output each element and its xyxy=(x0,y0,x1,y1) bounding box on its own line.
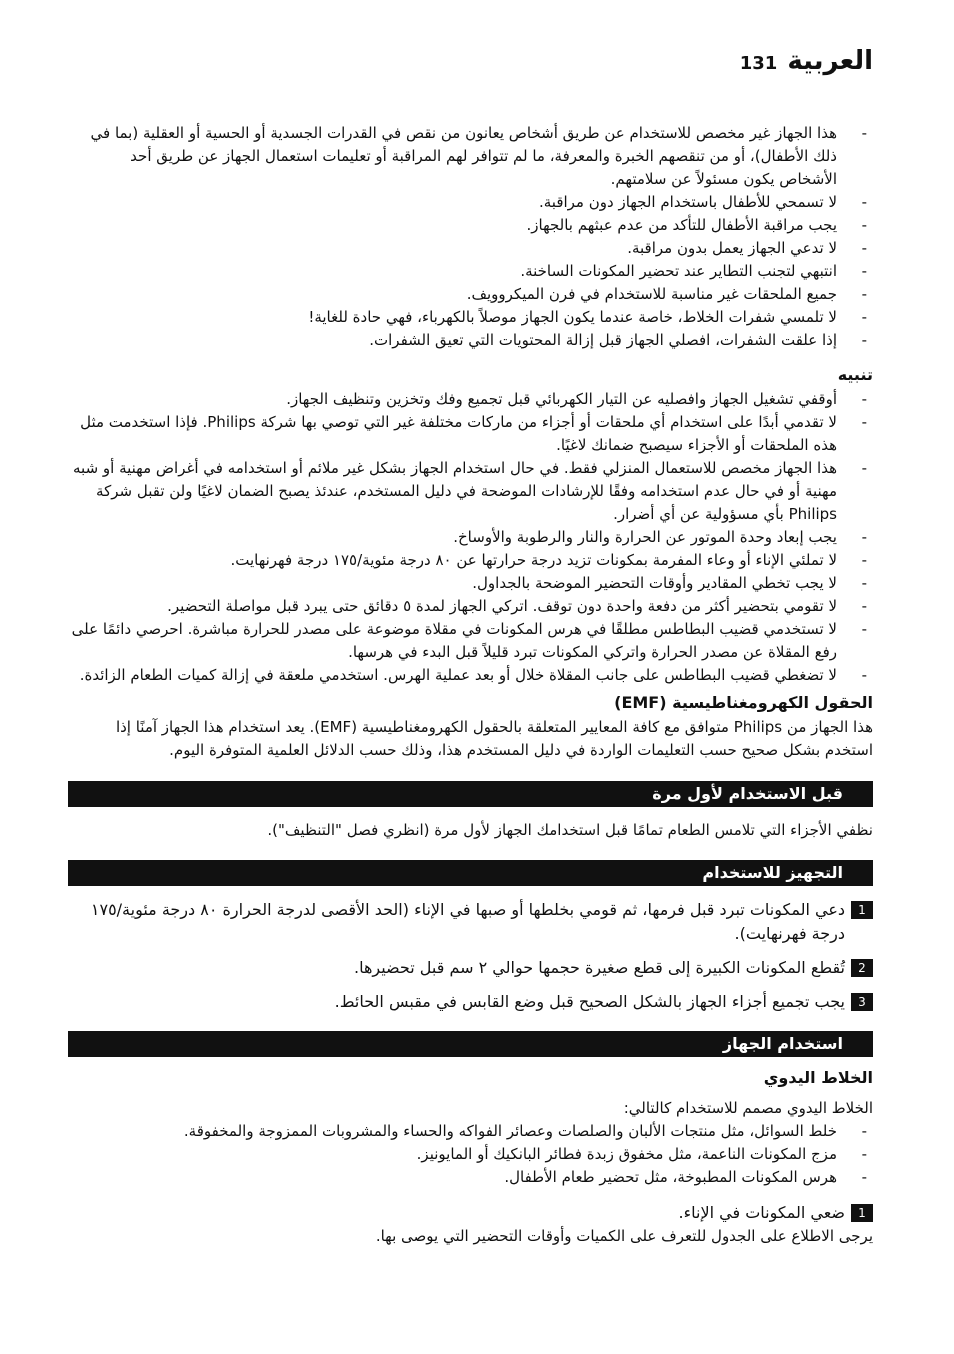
step-item xyxy=(68,1201,873,1225)
table-note: يرجى الاطلاع على الجدول للتعرف على الكميات وأوقات التحضير التي يوصى بها. xyxy=(375,1227,873,1245)
step-number: 3 xyxy=(851,993,873,1011)
caution-list xyxy=(68,388,873,687)
list-item: - خلط السوائل، مثل منتجات الألبان والصلصات وعصائر الفواكه والحساء والمشروبات الممزوجة والمخفوقة. xyxy=(68,1120,873,1143)
page-number: 131 xyxy=(739,53,778,74)
step-number: 2 xyxy=(851,959,873,977)
section-bar-before-first-use: قبل الاستخدام لأول مرة xyxy=(68,781,873,807)
page-title: العربية xyxy=(787,46,873,76)
list-item: - لا تقدمي أبدًا على استخدام أي ملحقات أو أجزاء من ماركات مختلفة غير التي توصي بها شركة Philips. فإذا استخدمت مثل هذه الملحقات أو الأجزاء سيصبح ضمانك لاغيًا. xyxy=(68,411,873,457)
caution-heading: تنبيه xyxy=(837,365,873,384)
using-section xyxy=(68,1031,873,1248)
step-text: دعي المكونات تبرد قبل فرمها، ثم قومي بخلطها أو صبها في الإناء (الحد الأقصى لدرجة الحرارة ٨٠ درجة مئوية/١٧٥ درجة فهرنهايت). xyxy=(90,900,845,943)
list-item: - يجب مراقبة الأطفال للتأكد من عدم عبثهم بالجهاز. xyxy=(68,214,873,237)
step-number: 1 xyxy=(851,901,873,919)
emf-section xyxy=(68,690,873,762)
caution-section xyxy=(68,362,873,687)
hand-blender-list xyxy=(68,1120,873,1189)
list-item: - لا تقومي بتحضير أكثر من دفعة واحدة دون توقف. اتركي الجهاز لمدة ٥ دقائق حتى يبرد قبل مواصلة التحضير. xyxy=(68,595,873,618)
list-item: - لا تسمحي للأطفال باستخدام الجهاز دون مراقبة. xyxy=(68,191,873,214)
list-item: - لا تدعي الجهاز يعمل بدون مراقبة. xyxy=(68,237,873,260)
list-item: - مزج المكونات الناعمة، مثل مخفوق زبدة فطائر البانكيك أو المايونيز. xyxy=(68,1143,873,1166)
emf-heading: الحقول الكهرومغناطيسية (EMF) xyxy=(614,693,873,712)
list-item: - لا تلمسي شفرات الخلاط، خاصة عندما يكون الجهاز موصلاً بالكهرباء، فهي حادة للغاية! xyxy=(68,306,873,329)
step-item xyxy=(68,990,873,1014)
list-item: - هرس المكونات المطبوخة، مثل تحضير طعام الأطفال. xyxy=(68,1166,873,1189)
hand-blender-intro: الخلاط اليدوي مصمم للاستخدام كالتالي: xyxy=(623,1099,873,1117)
step-item xyxy=(68,898,873,946)
emf-text: هذا الجهاز من Philips متوافق مع كافة المعايير المتعلقة بالحقول الكهرومغناطيسية (EMF). يعد استخدام هذا الجهاز آمنًا إذا استخدم بشكل صحيح حسب التعليمات الواردة في دليل المستخدم هذا، وذلك حسب الدلائل العلمية المتوفرة اليوم. xyxy=(115,718,873,759)
list-item: - أوقفي تشغيل الجهاز وافصليه عن التيار الكهربائي قبل تجميع وفك وتخزين وتنظيف الجهاز. xyxy=(68,388,873,411)
before-first-use-text: نظفي الأجزاء التي تلامس الطعام تمامًا قبل استخدامك الجهاز لأول مرة (انظري فصل "التنظيف"). xyxy=(267,821,873,839)
list-item: - إذا علقت الشفرات، افصلي الجهاز قبل إزالة المحتويات التي تعيق الشفرات. xyxy=(68,329,873,352)
hand-blender-heading: الخلاط اليدوي xyxy=(763,1068,873,1087)
list-item: - انتبهي لتجنب التطاير عند تحضير المكونات الساخنة. xyxy=(68,260,873,283)
list-item: - لا تستخدمي قضيب البطاطس مطلقًا في هرس المكونات في مقلاة موضوعة على مصدر للحرارة مباشرة. احرصي دائمًا على رفع المقلاة عن مصدر الحرارة واتركي المكونات تبرد قليلاً قبل البدء في هرسها. xyxy=(68,618,873,664)
step-text: يجب تجميع أجزاء الجهاز بالشكل الصحيح قبل وضع القابس في مقبس الحائط. xyxy=(334,992,845,1011)
preparing-section xyxy=(68,860,873,1014)
list-item: - يجب إبعاد وحدة الموتور عن الحرارة والنار والرطوبة والأوساخ. xyxy=(68,526,873,549)
step-item xyxy=(68,956,873,980)
before-first-use-section xyxy=(68,781,873,842)
warning-list xyxy=(68,122,873,352)
list-item: - لا تضغطي قضيب البطاطس على جانب المقلاة خلال أو بعد عملية الهرس. استخدمي ملعقة في إزالة كميات الطعام الزائدة. xyxy=(68,664,873,687)
list-item: - هذا الجهاز غير مخصص للاستخدام عن طريق أشخاص يعانون من نقص في القدرات الجسدية أو الحسية أو العقلية (بما في ذلك الأطفال)، أو من تنقصهم الخبرة والمعرفة، ما لم تتوافر لهم المراقبة أو تعليمات استعمال الجهاز عن طريق أحد الأشخاص يكون مسئولاً عن سلامتهم. xyxy=(68,122,873,191)
list-item: - لا يجب تخطي المقادير وأوقات التحضير الموضحة بالجداول. xyxy=(68,572,873,595)
page-header xyxy=(740,46,873,76)
section-bar-preparing: التجهيز للاستخدام xyxy=(68,860,873,886)
section-bar-using: استخدام الجهاز xyxy=(68,1031,873,1057)
step-number: 1 xyxy=(851,1204,873,1222)
step-text: تُقطع المكونات الكبيرة إلى قطع صغيرة حجمها حوالي ٢ سم قبل تحضيرها. xyxy=(354,958,845,977)
warning-section xyxy=(68,122,873,352)
list-item: - هذا الجهاز مخصص للاستعمال المنزلي فقط. في حال استخدام الجهاز بشكل غير ملائم أو استخدامه في أغراض مهنية أو شبه مهنية أو في حال عدم استخدامه وفقًا للإرشادات الموضحة في دليل المستخدم، عندئذ يصبح الضمان لاغيًا ولن تقبل شركة Philips بأي مسؤولية عن أي أضرار. xyxy=(68,457,873,526)
list-item: - لا تملئي الإناء أو وعاء المفرمة بمكونات تزيد درجة حرارتها عن ٨٠ درجة مئوية/١٧٥ درجة فهرنهايت. xyxy=(68,549,873,572)
list-item: - جميع الملحقات غير مناسبة للاستخدام في فرن الميكروويف. xyxy=(68,283,873,306)
step-text: ضعي المكونات في الإناء. xyxy=(678,1203,845,1222)
